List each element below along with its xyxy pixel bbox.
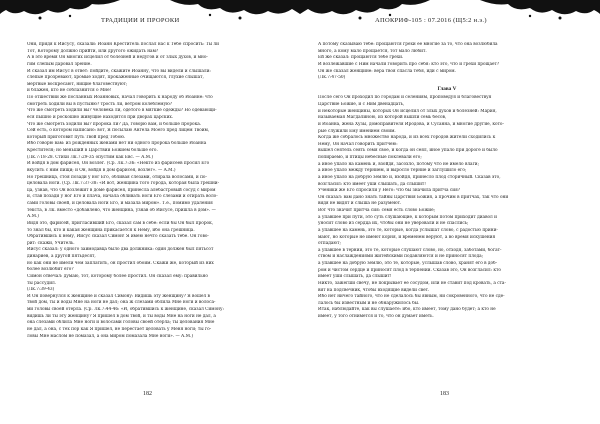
text-line: много, а кому мало прощается, тот мало любит. [318, 48, 427, 54]
text-line: а упавшее на камень, это те, которые, когда услышат слово, с радостью прини- [318, 227, 498, 233]
text-line: Никто, зажёгши свечу, не покрывает её сосудом, или не ставит под кровать, а ста- [318, 280, 506, 286]
text-line: Сей есть, о котором написано: вот, Я посылаю Ангела Моего пред лицем Твоим, [27, 128, 210, 134]
text-line: Когда же собралось множество народа, и из всех городов жители сходились к [318, 135, 496, 141]
text-line: не дал, а она, с тех пор как Я пришёл, не перестаёт целовать у Меня ноги; ты го- [27, 326, 212, 332]
text-line: мёртвые воскресают, нищие благовествуют; [27, 81, 128, 87]
left-page-number: 182 [143, 391, 152, 397]
text-line: и некоторые женщины, которых Он исцелил от злых духов и болезней: Мария, [318, 108, 497, 114]
text-line: еся пышно и роскошно живущие находятся при дворах царских. [27, 114, 174, 120]
text-line: Симон отвечал: думаю, тот, которому более простил. Он сказал ему: правильно [27, 273, 208, 279]
text-line: И войдя в дом фарисея, Он возлег. (Ср. Лк.7:36: «Некто из фарисеев просил Его [27, 161, 210, 167]
text-line: видя не видят и слыша не разумеют. [318, 201, 402, 207]
text-line: более возлюбит его? [27, 267, 74, 273]
text-line: Вот что значит притча сия: семя есть слово Божие; [318, 208, 436, 213]
right-page-text [318, 42, 576, 321]
text-line: а иное упало на добрую землю и, взойдя, принесло плод сторичный. Сказав это, [318, 174, 501, 180]
text-line: и блажен, кто не соблазнится о Мне! [27, 88, 112, 94]
text-line: Ибо нет ничего тайного, что не сделалось бы явным, ни сокровенного, что не сде- [318, 294, 505, 300]
text-line: но как они не имели чем заплатить, он простил обоим. Скажи же, который из них [27, 260, 214, 266]
text-line: видишь ли ты эту женщину? Я пришёл в дом твой, и ты воды Мне на ноги не дал, а [27, 313, 216, 319]
left-page-text [27, 42, 292, 340]
text-line: Итак, наблюдайте, как вы слушаете: ибо, кто имеет, тому дано будет; а кто не [318, 307, 496, 313]
text-line: ством и наслаждениями житейскими подавляются и не приносят плода; [318, 254, 484, 260]
text-line: который приготовит путь Твой пред Тобою. [27, 134, 126, 140]
text-line: имеет уши слышать, да слышит! [318, 274, 392, 280]
text-line: а упавшее при пути, это суть слушающие, к которым потом приходит диавол и [318, 214, 497, 220]
text-line: Он сказал: вам дано знать тайны Царствия Божия, а прочим в притчах, так что они [318, 194, 509, 200]
text-line: Что же смотреть ходили вы? человека ли, одетого в мягкие одежды? Но одевающи- [27, 108, 217, 114]
text-line: ты рассудил. [27, 280, 57, 286]
text-line: а иное упало на камень и, взойдя, засохло, потому что не имело влаги; [318, 161, 480, 167]
text-line: а иное упало между тернием, и выросло терние и заглушило его; [318, 168, 467, 174]
text-line: (Лк.7:47-50) [318, 75, 346, 81]
text-line: ловы Мне маслом не помазал, а она миром помазала Мне ноги». — А.М.) [27, 333, 193, 339]
text-line: И сказал им Иисус в ответ: пойдите, скажите Иоанну, что вы видели и слышали: [27, 68, 211, 74]
text-line: Крестителя; но меньший в Царствии Божием больше его. [27, 148, 158, 153]
text-line: и Иоанна, жена Хузы, домоправителя Иродова, и Сусанна, и многие другие, кото- [318, 121, 504, 127]
text-line: А потому сказываю тебе: прощаются грехи её многие за то, что она возлюбила [318, 42, 498, 47]
chapter-title: Глава V [437, 85, 457, 92]
text-line: А в это время Он многих исцелил от болезней и недугов и от злых духов, и мно- [27, 55, 208, 61]
text-line: Ибо говорю вам: из рожденных женами нет ни одного пророка больше Иоанна [27, 141, 207, 147]
text-line: текста, в Лк. вместо «добавлено, что женщина, узнав об Иисусе, пришла в дом». — [27, 207, 216, 213]
text-line: целовала ноги. (Ср. Лк.7:37-38: «И вот, женщина того города, которая была грешни- [27, 181, 220, 187]
right-text-before-chapter [318, 42, 576, 82]
text-line: По отшествии же посланных Иоанновых, начал говорить к народу об Иоанне: что [27, 95, 213, 100]
right-page [300, 0, 600, 424]
text-line: (Лк.7:39-43) [27, 287, 55, 293]
text-line: Царствие Божие, и с Ним двенадцать, [318, 102, 405, 107]
right-running-head: АПОКРИФ-105 : 07.2016 (Щ5:2 н.э.) [375, 17, 487, 24]
right-text-after-chapter [318, 95, 576, 320]
text-line: смотреть ходили вы в пустыню? трость ли, ветром колеблемую? [27, 101, 173, 107]
text-line: и, став позади у ног Его и плача, начала обливать ноги Его слезами и отирать воло- [27, 194, 218, 200]
text-line: И возлежавшие с Ним начали говорить про себя: кто это, что и грехи прощает? [318, 61, 500, 67]
text-line: отпадают; [318, 241, 341, 247]
text-line: называемая Магдалиною, из которой вышли семь бесов, [318, 115, 447, 121]
right-page-number: 183 [440, 391, 449, 397]
text-line: Обратившись к нему, Иисус сказал Симон! Я имею нечто сказать тебе. Он гово- [27, 234, 209, 240]
text-line: А.М.) [27, 214, 39, 220]
text-line: попираемо, и птицы небесные поклевали его; [318, 155, 422, 160]
text-line: ром и чистом сердце и приносят плод в терпении. Сказав это, Он возгласил: кто [318, 267, 501, 273]
text-line: Тот, Которому должно прийти, или другого ожидать нам? [27, 48, 159, 54]
text-line: динариев, а другой пятьдесят, [27, 254, 96, 259]
text-line: возгласил: кто имеет уши слышать, да слышит! [318, 181, 426, 187]
left-running-head: ТРАДИЦИИ И ПРОРОКИ [101, 17, 180, 24]
text-line: рые служили Ему имением своим. [318, 128, 396, 134]
text-line: она слезами облила Мне ноги и волосами головы своей отёрла; ты целования Мне [27, 320, 215, 326]
text-line: лалось бы известным и не обнаружилось бы. [318, 300, 420, 306]
text-line: мают, но которые не имеют корня, и временем веруют, а во время искушения [318, 234, 496, 240]
text-line: рит: скажи, Учитель. [27, 240, 75, 246]
text-line: (Лк.7:18-28. Стихи Лк.7:29-35 опустим как Евс. — А.М.) [27, 154, 154, 160]
text-line: Они, придя к Иисусу, сказали: Иоанн Креститель послал нас к Тебе спросить: Ты ли [27, 42, 219, 47]
text-line: Ей же сказал: прощаются тебе грехи. [318, 55, 404, 61]
text-line: Ученики же Его спросили у Него: что бы значила притча сия? [318, 188, 461, 194]
text-line: ца, узнав, что Он возлежит в доме фарисея, принесла алебастровый сосуд с миром [27, 187, 216, 193]
text-line: Нему, Он начал говорить притчею: [318, 141, 398, 147]
text-line: а упавшее на добрую землю, это те, которые, услышав слово, хранят его в доб- [318, 261, 498, 266]
text-line: вышел сеятель сеять семя своё, и когда он сеял, иное упало при дороге и было [318, 148, 498, 154]
text-line: И Он повернулся к женщине и сказал Симону: Видишь эту женщину? Я вошёл в [27, 293, 210, 299]
text-line: уносит слово из сердца их, чтобы они не уверовали и не спаслись; [318, 221, 469, 227]
text-line: Иисус сказал: у одного заимодавца было два должника: один должен был пятьсот [27, 247, 214, 253]
text-line: сами головы своей, и целовала ноги Его, и мазала миром». Т.е., помимо удаления [27, 201, 213, 206]
text-line: Он же сказал женщине: вера твоя спасла тебя, иди с миром. [318, 68, 456, 74]
text-line: Что же смотреть ходили вы? пророка ли? Да, говорю вам, и больше пророка. [27, 121, 202, 127]
text-line: то знал бы, кто и какая женщина прикасается к Нему, ибо она грешница. [27, 227, 195, 233]
text-line: а упавшее в тернии, это те, которые слушают слово, но, отходя, заботами, богат- [318, 247, 502, 253]
text-line: ми головы своей отёрла. (Ср. Лк.7:44-46: «И, обратившись к женщине, сказал Симону: [27, 307, 224, 312]
text-line: твой дом, ты и воды Мне на ноги не дал; она ж слезами облила Мне ноги и волоса- [27, 300, 216, 306]
text-line: Но грешница, стоя позади у ног Его, обливая слезами, отирала волосами, и по- [27, 174, 207, 180]
text-line: Видя это, фарисей, пригласивший Его, сказал сам в себе: если бы Он был пророк, [27, 220, 214, 226]
text-line: имеет, у того отнимется и то, что он думает иметь. [318, 314, 434, 319]
text-line: После сего Он проходил по городам и селениям, проповедуя и благовествуя [318, 95, 492, 101]
text-line: вкусить с ним пищи; и Он, войдя в дом фарисея, возлег». — А.М.) [27, 167, 176, 173]
text-line: вит на подсвечник, чтобы входящие видели свет. [318, 287, 430, 293]
text-line: слепые прозревают, хромые ходят, прокаженные очищаются, глухие слышат, [27, 75, 204, 81]
text-line: гим слепым даровал зрение. [27, 61, 92, 67]
